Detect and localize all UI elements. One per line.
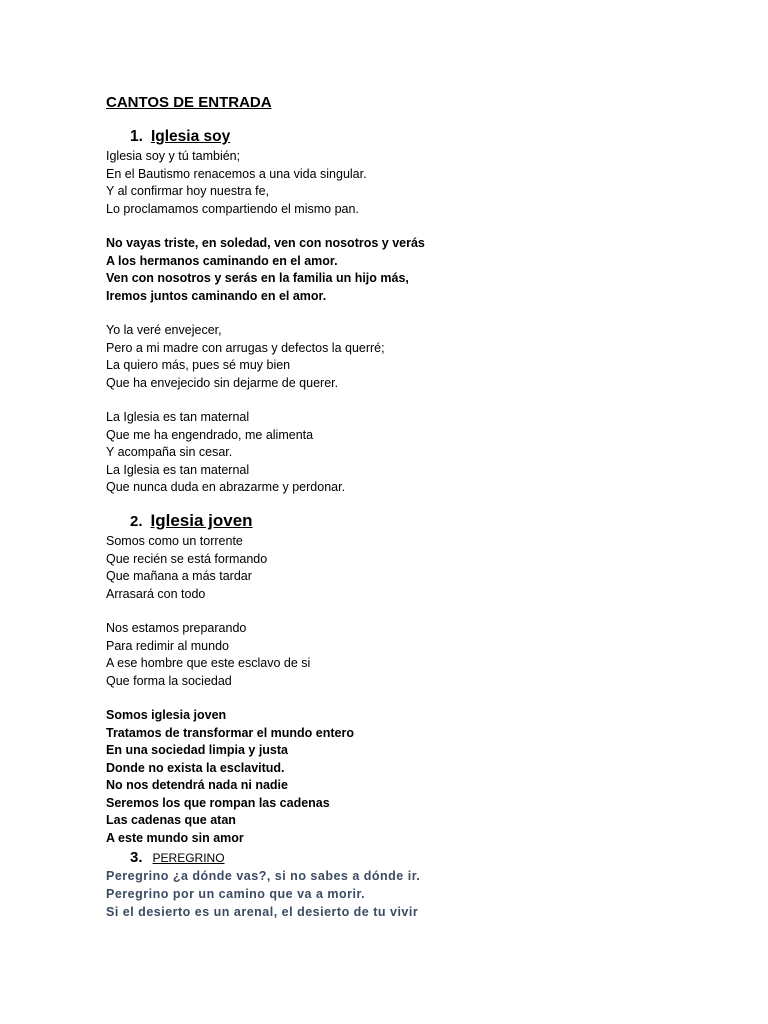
chorus-line: A este mundo sin amor [106,830,244,845]
lyric-line: Que forma la sociedad [106,673,232,688]
lyric-line: Para redimir al mundo [106,638,229,653]
song-heading [130,511,253,531]
lyric-line: Iglesia soy y tú también; [106,149,241,163]
lyric-line-blue: Si el desierto es un arenal, el desierto de tu vivir [106,905,419,919]
chorus-line: Las cadenas que atan [106,813,236,827]
lyric-line: Somos como un torrente [106,534,243,548]
song-number: 1. [130,128,143,145]
lyric-line: Yo la veré envejecer, [106,323,222,337]
song-number: 2. [130,513,143,530]
lyric-line: Que nunca duda en abrazarme y perdonar. [106,480,346,494]
song-name: PEREGRINO [152,851,225,865]
lyric-line: Lo proclamamos compartiendo el mismo pan. [106,201,359,216]
lyric-line-blue: Peregrino ¿a dónde vas?, si no sabes a dónde ir. [106,869,421,883]
lyric-line: En el Bautismo renacemos a una vida singular. [106,166,367,181]
chorus-line: Donde no exista la esclavitud. [106,760,285,775]
chorus-line: A los hermanos caminando en el amor. [106,253,338,268]
lyric-line: La Iglesia es tan maternal [106,410,250,424]
lyric-line: Que mañana a más tardar [106,569,252,583]
lyric-line: A ese hombre que este esclavo de si [106,656,311,670]
song-heading [130,849,225,866]
song-name: Iglesia soy [150,128,231,145]
chorus-line: En una sociedad limpia y justa [106,743,288,757]
lyric-line: Pero a mi madre con arrugas y defectos la querré; [106,340,385,355]
chorus-line: No vayas triste, en soledad, ven con nosotros y verás [106,236,425,250]
lyric-line: Y al confirmar hoy nuestra fe, [106,184,270,198]
lyric-line: Nos estamos preparando [106,621,247,635]
lyric-line: Y acompaña sin cesar. [106,445,233,459]
lyric-line: La quiero más, pues sé muy bien [106,358,291,372]
chorus-line: Somos iglesia joven [106,708,227,722]
chorus-line: Seremos los que rompan las cadenas [106,795,330,810]
song-name: Iglesia joven [150,511,253,530]
chorus-line: Tratamos de transformar el mundo entero [106,725,354,740]
page-title: CANTOS DE ENTRADA [106,94,272,111]
lyric-line: Que ha envejecido sin dejarme de querer. [106,375,339,390]
chorus-line: Iremos juntos caminando en el amor. [106,288,327,303]
lyric-line: Que recién se está formando [106,551,268,566]
lyric-line: Que me ha engendrado, me alimenta [106,427,314,442]
lyric-line: Arrasará con todo [106,586,206,601]
lyric-line-blue: Peregrino por un camino que va a morir. [106,887,366,901]
lyric-line: La Iglesia es tan maternal [106,462,250,477]
chorus-line: No nos detendrá nada ni nadie [106,778,288,792]
song-heading [130,128,230,146]
chorus-line: Ven con nosotros y serás en la familia un hijo más, [106,271,409,285]
song-number: 3. [130,849,143,866]
